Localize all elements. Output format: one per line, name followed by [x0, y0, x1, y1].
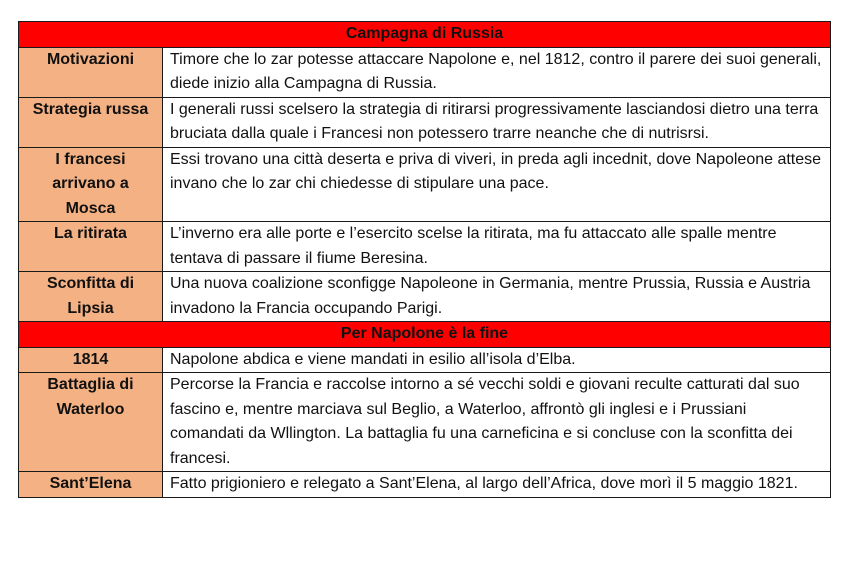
term-cell: Battaglia di Waterloo: [19, 373, 163, 472]
term-cell: La ritirata: [19, 222, 163, 272]
description-cell: Napolone abdica e viene mandati in esilio all’isola d’Elba.: [163, 347, 831, 373]
section-header-row: [19, 22, 831, 48]
table-row: [19, 47, 831, 97]
term-cell: 1814: [19, 347, 163, 373]
term-cell: Strategia russa: [19, 97, 163, 147]
section-title-fine: Per Napolone è la fine: [19, 322, 831, 348]
description-cell: L’inverno era alle porte e l’esercito scelse la ritirata, ma fu attaccato alle spalle mentre tentava di passare il fiume Beresina.: [163, 222, 831, 272]
description-cell: Fatto prigioniero e relegato a Sant’Elena, al largo dell’Africa, dove morì il 5 maggio 1821.: [163, 472, 831, 498]
description-cell: Percorse la Francia e raccolse intorno a sé vecchi soldi e giovani reculte catturati dal suo fascino e, mentre marciava sul Beglio, a Waterloo, affrontò gli inglesi e i Prussiani comandati da Wllington. La battaglia fu una carneficina e si concluse con la sconfitta dei francesi.: [163, 373, 831, 472]
table-row: [19, 472, 831, 498]
description-cell: Una nuova coalizione sconfigge Napoleone in Germania, mentre Prussia, Russia e Austria invadono la Francia occupando Parigi.: [163, 272, 831, 322]
term-cell: I francesi arrivano a Mosca: [19, 147, 163, 222]
table-row: [19, 97, 831, 147]
summary-table: [18, 21, 831, 498]
table-row: [19, 373, 831, 472]
table-row: [19, 147, 831, 222]
term-cell: Sant’Elena: [19, 472, 163, 498]
term-cell: Motivazioni: [19, 47, 163, 97]
section-title-russia: Campagna di Russia: [19, 22, 831, 48]
description-cell: Timore che lo zar potesse attaccare Napolone e, nel 1812, contro il parere dei suoi generali, diede inizio alla Campagna di Russia.: [163, 47, 831, 97]
table-row: [19, 272, 831, 322]
table-row: [19, 347, 831, 373]
term-cell: Sconfitta di Lipsia: [19, 272, 163, 322]
section-header-row: [19, 322, 831, 348]
table-row: [19, 222, 831, 272]
description-cell: Essi trovano una città deserta e priva di viveri, in preda agli incednit, dove Napoleone attese invano che lo zar chi chiedesse di stipulare una pace.: [163, 147, 831, 222]
description-cell: I generali russi scelsero la strategia di ritirarsi progressivamente lasciandosi dietro una terra bruciata dalla quale i Francesi non potessero trarre neanche che di nutrisrsi.: [163, 97, 831, 147]
